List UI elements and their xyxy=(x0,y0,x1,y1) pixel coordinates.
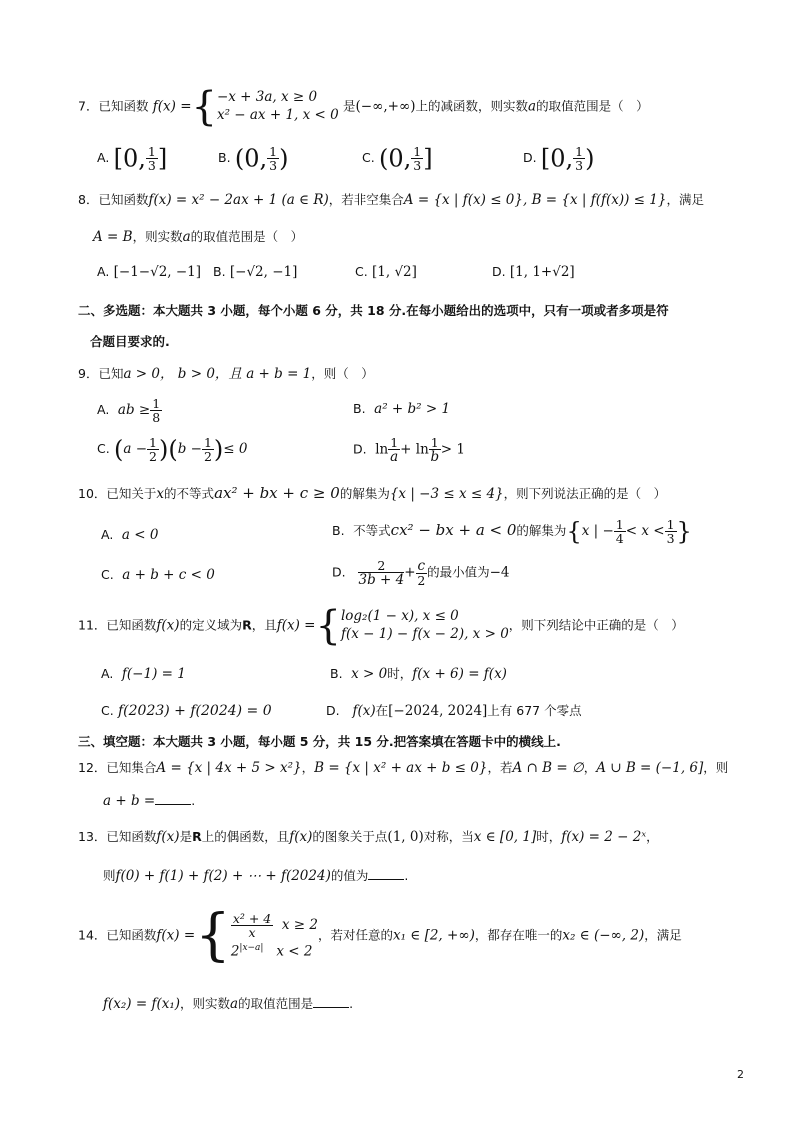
q7-piecewise: −x + 3a, x ≥ 0 x² − ax + 1, x < 0 xyxy=(216,89,339,123)
q13-stem: 13．已知函数f(x)是R上的偶函数，且f(x)的图象关于点(1, 0)对称，当x ∈ [0, 1]时，f(x) = 2 − 2ˣ， xyxy=(78,829,659,845)
q8-number: 8． xyxy=(78,192,99,207)
q14-stem: 14．已知函数f(x) ={ $\frac{\text{x² + 4}}{x}$ x ≥ 2 $2^{|x-a|}$ x < 2 ，若对任意的x₁ ∈ [2, +∞)，都存在唯一的x₂ ∈ (−∞, 2)，满足 xyxy=(78,903,682,968)
q11-option-b[interactable]: B. x > 0时，f(x + 6) = f(x) xyxy=(330,666,507,682)
q12-number: 12． xyxy=(78,760,107,775)
answer-blank[interactable] xyxy=(155,804,191,805)
brace: { xyxy=(315,603,341,649)
q7-number: 7． xyxy=(78,98,99,114)
q11-number: 11． xyxy=(78,617,107,633)
q9-option-d[interactable]: D. ln $\frac{1}{a}$ + ln $\frac{1}{b}$ > 1 xyxy=(353,435,465,466)
q12-stem: 12．已知集合A = {x | 4x + 5 > x²}，B = {x | x² + ax + b ≤ 0}，若A ∩ B = ∅，A ∪ B = (−1, 6]，则 xyxy=(78,760,729,776)
q7-option-a[interactable]: A. [0, $\frac{1}{3}$ ] xyxy=(97,144,168,174)
q10-stem: 10．已知关于x的不等式ax² + bx + c ≥ 0的解集为{x | −3 ≤ x ≤ 4}，则下列说法正确的是（ ） xyxy=(78,484,667,502)
q8-option-c[interactable]: C. [1, √2] xyxy=(355,264,417,280)
q13-number: 13． xyxy=(78,829,107,844)
answer-blank[interactable] xyxy=(313,1007,349,1008)
q10-option-a[interactable]: A. a < 0 xyxy=(101,527,159,543)
q11-piecewise: log₂(1 − x), x ≤ 0 f(x − 1) − f(x − 2), x > 0 xyxy=(340,608,509,642)
q7-option-b[interactable]: B. (0, $\frac{1}{3}$ ) xyxy=(218,144,289,174)
q8-option-d[interactable]: D. [1, 1+√2] xyxy=(492,264,575,280)
q13-answer-line: 则f(0) + f(1) + f(2) + ⋯ + f(2024)的值为 . xyxy=(103,868,409,884)
q11-stem: 11．已知函数f(x)的定义域为R，且f(x) ={ log₂(1 − x), x ≤ 0 f(x − 1) − f(x − 2), x > 0 ，则下列结论中正确的是（ ） xyxy=(78,603,684,649)
q14-piecewise: $\frac{\text{x² + 4}}{x}$ x ≥ 2 $2^{|x-a|}$ x < 2 xyxy=(230,910,318,960)
q11-option-d[interactable]: D. f(x)在[−2024, 2024]上有 677 个零点 xyxy=(326,703,582,719)
q8-option-a[interactable]: A. [−1−√2, −1] xyxy=(97,264,202,280)
q11-option-c[interactable]: C. f(2023) + f(2024) = 0 xyxy=(101,703,272,719)
q7-stem: 7．已知函数 f(x) ={ −x + 3a, x ≥ 0 x² − ax + 1, x < 0 是(−∞,+∞)上的减函数，则实数a的取值范围是（ ） xyxy=(78,84,649,130)
q8-stem: 8．已知函数f(x) = x² − 2ax + 1 (a ∈ R)，若非空集合A = {x | f(x) ≤ 0}, B = {x | f(f(x)) ≤ 1}，满足 xyxy=(78,192,704,208)
q8-stem-line2: A = B，则实数a的取值范围是（ ） xyxy=(93,229,304,245)
q7-option-c[interactable]: C. (0, $\frac{1}{3}$ ] xyxy=(362,144,433,174)
section-2-heading-line2: 合题目要求的. xyxy=(90,334,170,349)
q9-stem: 9．已知a > 0， b > 0，且 a + b = 1，则（ ） xyxy=(78,366,374,382)
section-2-heading: 二、多选题：本大题共 3 小题，每个小题 6 分，共 18 分.在每小题给出的选项中，只有一项或者多项是符 xyxy=(78,303,669,318)
q9-number: 9． xyxy=(78,366,99,381)
q10-number: 10． xyxy=(78,486,107,501)
q9-option-a[interactable]: A. ab ≥ $\frac{1}{8}$ xyxy=(97,396,161,426)
brace: { xyxy=(191,84,217,130)
q10-option-d[interactable]: D. $\frac{2}{3b + 4}$ + $\frac{c}{2}$ 的最小值为−4 xyxy=(332,558,510,589)
brace: { xyxy=(195,903,231,968)
q11-option-a[interactable]: A. f(−1) = 1 xyxy=(101,666,186,682)
answer-blank[interactable] xyxy=(368,879,404,880)
q9-option-c[interactable]: C. (a − $\frac{1}{2}$ )(b − $\frac{1}{2}$ )≤ 0 xyxy=(97,435,248,465)
q14-answer-line: f(x₂) = f(x₁)，则实数a的取值范围是 . xyxy=(103,996,354,1012)
q9-option-b[interactable]: B. a² + b² > 1 xyxy=(353,401,451,417)
q10-option-c[interactable]: C. a + b + c < 0 xyxy=(101,567,215,583)
q7-option-d[interactable]: D. [0, $\frac{1}{3}$ ) xyxy=(523,144,595,174)
q12-answer-line: a + b = . xyxy=(103,793,196,809)
section-3-heading: 三、填空题：本大题共 3 小题，每小题 5 分，共 15 分.把答案填在答题卡中的横线上. xyxy=(78,734,561,749)
q8-option-b[interactable]: B. [−√2, −1] xyxy=(213,264,298,280)
page-number: 2 xyxy=(737,1068,744,1081)
q10-option-b[interactable]: B. 不等式cx² − bx + a < 0的解集为{x | − $\frac{1}{4}$ < x < $\frac{1}{3}$ } xyxy=(332,517,692,547)
q14-number: 14． xyxy=(78,927,107,943)
